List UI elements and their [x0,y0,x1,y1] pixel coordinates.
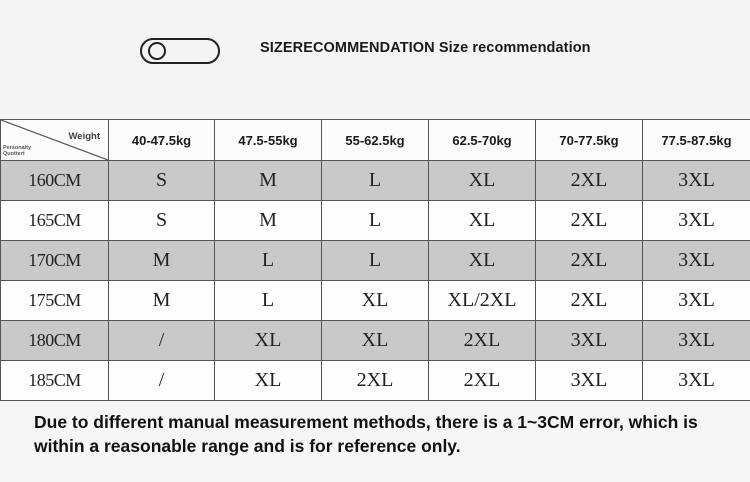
size-cell: 2XL [536,201,643,241]
size-cell: XL [322,281,429,321]
size-cell: L [322,241,429,281]
size-cell: / [109,321,215,361]
size-cell: / [109,361,215,401]
height-cell: 165CM [1,201,109,241]
height-cell: 160CM [1,161,109,201]
size-cell: XL [429,241,536,281]
header-row [1,120,750,161]
table-row [1,281,750,321]
weight-header: 62.5-70kg [429,120,536,161]
header [0,0,750,118]
size-cell: 2XL [536,241,643,281]
size-cell: M [109,241,215,281]
size-cell: XL [215,321,322,361]
disclaimer-note: Due to different manual measurement methods, there is a 1~3CM error, which is within a reasonable range and is for reference only. [34,412,698,456]
size-cell: XL [429,161,536,201]
size-cell: 2XL [322,361,429,401]
weight-label: Weight [68,131,100,142]
table-row [1,361,750,401]
size-cell: XL [322,321,429,361]
height-label: Personalty Quottert [3,145,32,157]
size-cell: M [215,201,322,241]
size-cell: L [322,201,429,241]
height-cell: 175CM [1,281,109,321]
weight-header: 47.5-55kg [215,120,322,161]
size-cell: XL/2XL [429,281,536,321]
table-row [1,321,750,361]
size-chart-table [0,119,750,401]
size-cell: 2XL [536,161,643,201]
size-cell: 3XL [643,281,750,321]
size-cell: S [109,201,215,241]
size-cell: 2XL [429,321,536,361]
table-row [1,241,750,281]
weight-header: 70-77.5kg [536,120,643,161]
weight-header: 77.5-87.5kg [643,120,750,161]
toggle-knob [148,42,166,60]
height-cell: 180CM [1,321,109,361]
size-cell: XL [429,201,536,241]
corner-cell [1,120,109,161]
page-title: SIZERECOMMENDATION Size recommendation [260,40,591,56]
size-cell: L [215,281,322,321]
height-cell: 170CM [1,241,109,281]
size-cell: 3XL [536,321,643,361]
size-cell: 3XL [643,241,750,281]
size-cell: 3XL [643,321,750,361]
size-cell: L [215,241,322,281]
size-cell: 3XL [536,361,643,401]
size-cell: L [322,161,429,201]
size-cell: 2XL [429,361,536,401]
table-row [1,161,750,201]
size-cell: 3XL [643,361,750,401]
weight-header: 55-62.5kg [322,120,429,161]
table-row [1,201,750,241]
size-cell: 2XL [536,281,643,321]
toggle-switch-icon [140,38,220,64]
size-cell: S [109,161,215,201]
height-cell: 185CM [1,361,109,401]
weight-header: 40-47.5kg [109,120,215,161]
size-cell: M [215,161,322,201]
size-cell: XL [215,361,322,401]
size-cell: 3XL [643,201,750,241]
size-cell: 3XL [643,161,750,201]
size-cell: M [109,281,215,321]
